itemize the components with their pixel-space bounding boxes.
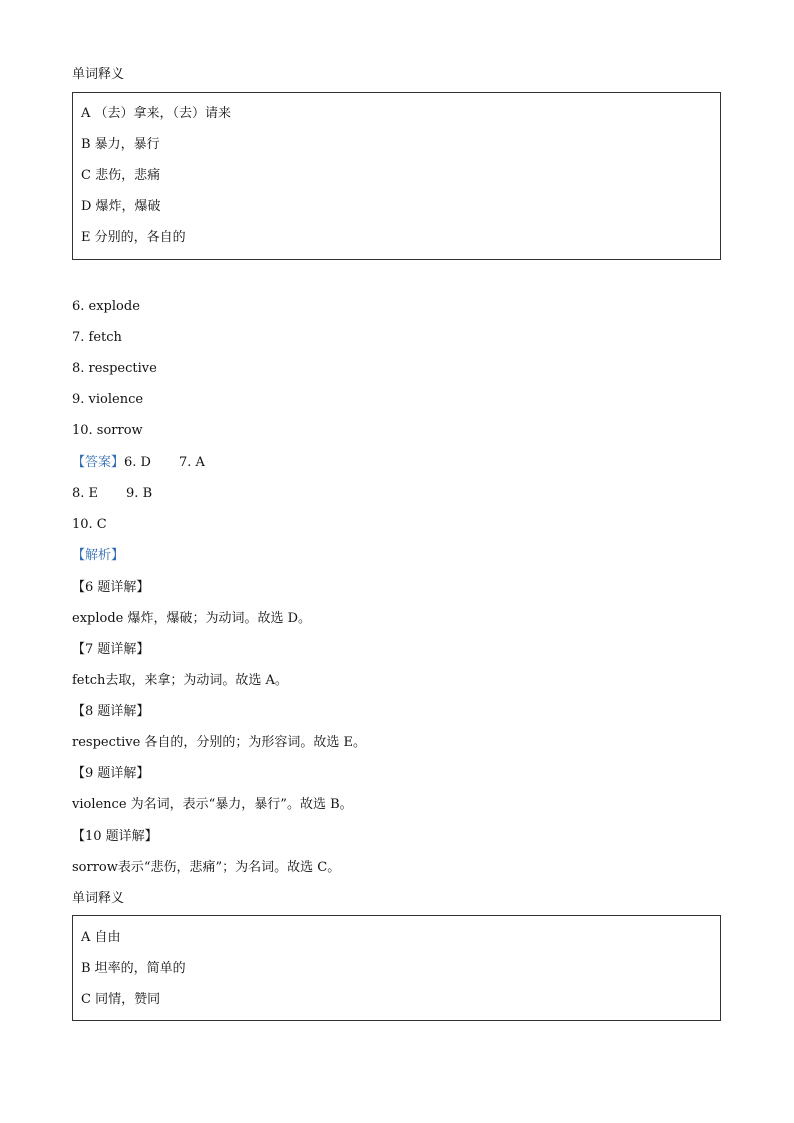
detail-10-text: sorrow表示“悲伤，悲痛”；为名词。故选 C。 (72, 860, 341, 875)
detail-8-title: 【8 题详解】 (72, 704, 150, 719)
answer-9: 9. B (126, 486, 153, 501)
option-c: C 悲伤，悲痛 (81, 168, 161, 183)
answer-line-1 (72, 454, 205, 472)
question-8: 8. respective (72, 361, 157, 376)
section2-heading: 单词释义 (72, 891, 125, 906)
answer-8: 8. E (72, 486, 99, 501)
section2-options-box (72, 915, 721, 1021)
question-10: 10. sorrow (72, 423, 143, 438)
analysis-label: 【解析】 (72, 548, 125, 563)
detail-10-title: 【10 题详解】 (72, 829, 158, 844)
option-d: D 爆炸，爆破 (81, 199, 161, 214)
question-7: 7. fetch (72, 330, 122, 345)
option-a: A 自由 (81, 930, 121, 945)
answer-label: 【答案】 (72, 455, 125, 470)
answer-line-2 (72, 485, 152, 503)
option-c: C 同情，赞同 (81, 992, 161, 1007)
question-6: 6. explode (72, 299, 140, 314)
option-b: B 坦率的，简单的 (81, 961, 186, 976)
option-b: B 暴力，暴行 (81, 137, 160, 152)
answer-10: 10. C (72, 517, 107, 532)
answer-6: 6. D (124, 455, 151, 470)
detail-8-text: respective 各自的，分别的；为形容词。故选 E。 (72, 735, 367, 750)
detail-7-title: 【7 题详解】 (72, 642, 150, 657)
option-a: A （去）拿来，（去）请来 (81, 106, 232, 121)
option-e: E 分别的，各自的 (81, 230, 186, 245)
detail-6-text: explode 爆炸，爆破；为动词。故选 D。 (72, 611, 312, 626)
detail-7-text: fetch去取，来拿；为动词。故选 A。 (72, 673, 288, 688)
detail-9-text: violence 为名词，表示“暴力，暴行”。故选 B。 (72, 797, 353, 812)
answer-7: 7. A (178, 455, 205, 470)
detail-6-title: 【6 题详解】 (72, 580, 150, 595)
section1-options-box (72, 92, 721, 260)
detail-9-title: 【9 题详解】 (72, 766, 150, 781)
question-9: 9. violence (72, 392, 144, 407)
section1-heading: 单词释义 (72, 67, 125, 82)
